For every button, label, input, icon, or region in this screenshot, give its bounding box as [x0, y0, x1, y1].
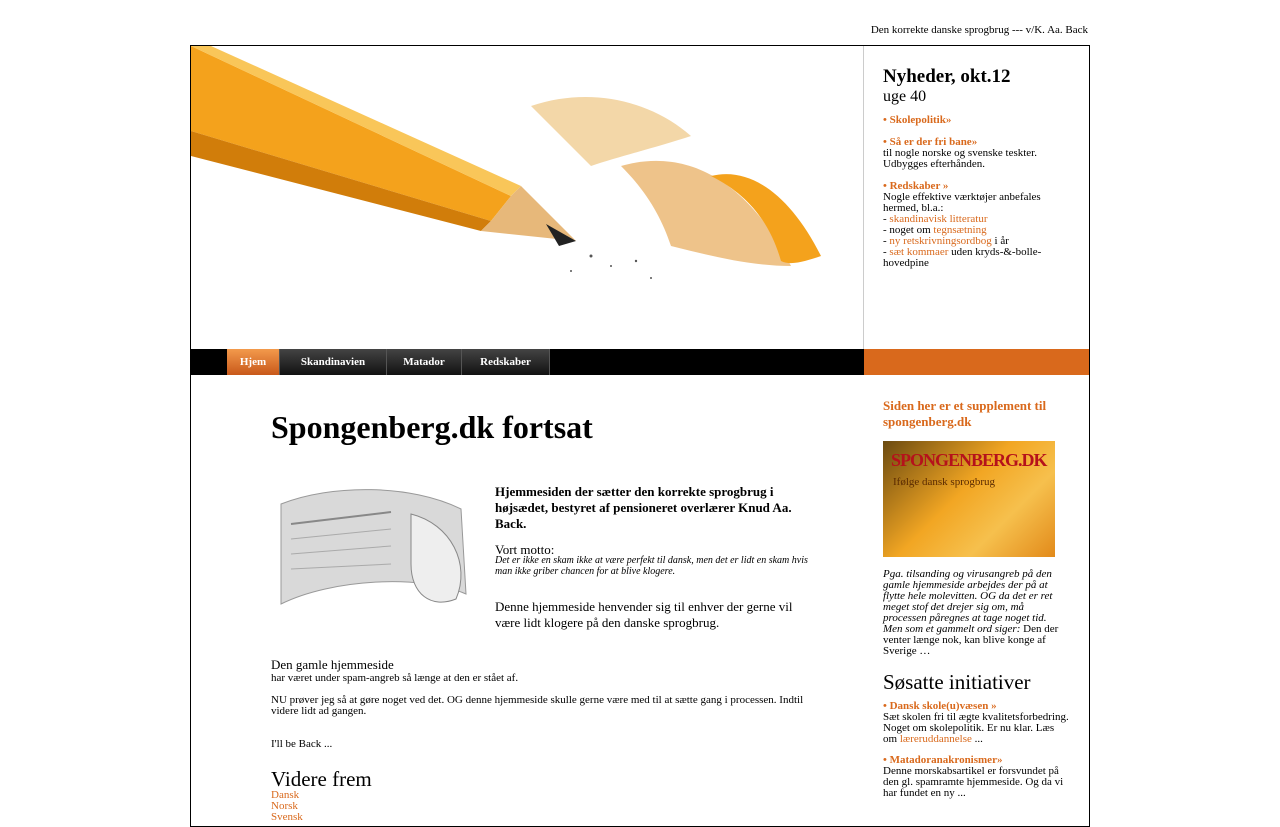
main-content — [271, 376, 811, 823]
old-site-text: har været under spam-angreb så længe at den er stået af. — [271, 672, 519, 684]
old-site-title: Den gamle hjemmeside — [271, 657, 394, 672]
news-text-redskaber: Nogle effektive værktøjer anbefales hermed, bl.a.: — [883, 191, 1041, 214]
link-norsk[interactable]: Norsk — [271, 800, 298, 812]
news-title: Nyheder, okt.12 — [883, 66, 1011, 87]
newspaper-image — [271, 484, 471, 614]
motto-label: Vort motto: — [495, 542, 555, 557]
nav-bar — [191, 349, 864, 375]
now-text: NU prøver jeg så at gøre noget ved det. OG denne hjemmeside skulle gerne være med til at sætte gang i processen. Indtil videre lidt ad gangen. — [271, 694, 804, 717]
sidebar — [883, 398, 1069, 799]
initiative-text: Sæt skolen fri til ægte kvalitetsforbedring. Noget om skolepolitik. Er nu klar. Læs om læreruddannelse ... — [883, 711, 1069, 745]
spongenberg-logo-image[interactable] — [883, 441, 1055, 557]
logo-word: SPONGENBERG.DK — [891, 450, 1047, 470]
link-retskrivningsordbog[interactable]: ny retskrivningsordbog — [889, 235, 992, 247]
news-link-skolepolitik[interactable]: • Skolepolitik» — [883, 114, 952, 126]
link-laereruddannelse[interactable]: læreruddannelse — [899, 733, 972, 745]
hero-pencil-image — [191, 46, 864, 349]
motto-text: Det er ikke en skam ikke at være perfekt til dansk, men det er lidt en skam hvis man ikke griber chancen for at blive klogere. — [495, 555, 808, 577]
tool-line: - skandinavisk litteratur — [883, 213, 988, 225]
notice-quote: Men som et gammelt ord siger: Den der venter længe nok, kan blive konge af Sverige … — [883, 623, 1059, 657]
link-tegnsaetning[interactable]: tegnsætning — [933, 224, 987, 236]
tool-line: - ny retskrivningsordbog i år — [883, 235, 1009, 247]
link-dansk-skolevaesen[interactable]: • Dansk skole(u)væsen » — [883, 700, 997, 712]
link-saet-kommaer[interactable]: sæt kommaer — [889, 246, 949, 258]
link-matadoranakronismer[interactable]: • Matadoranakronismer» — [883, 754, 1003, 766]
nav-bar-accent — [864, 349, 1089, 375]
videre-title: Videre frem — [271, 767, 372, 791]
back-text: I'll be Back ... — [271, 738, 333, 750]
tab-skandinavien[interactable]: Skandinavien — [280, 349, 387, 375]
news-link-redskaber[interactable]: • Redskaber » — [883, 180, 949, 192]
initiative-text: Denne morskabsartikel er forsvundet på den gl. spamramte hjemmeside. Og da vi har fundet en ny ... — [883, 765, 1064, 799]
site-tagline: Den korrekte danske sprogbrug --- v/K. Aa. Back — [870, 24, 1088, 36]
notice-text: Pga. tilsanding og virusangreb på den gamle hjemmeside arbejdes der på at flytte hele molevitten. OG da det er ret meget stof det drejer sig om, må processen påregnes at tage noget tid. — [883, 568, 1053, 624]
news-week: uge 40 — [883, 88, 927, 105]
supplement-link[interactable]: Siden her er et supplement til spongenberg.dk — [883, 398, 1047, 429]
link-dansk[interactable]: Dansk — [271, 789, 300, 801]
news-panel — [864, 46, 1089, 349]
tool-line: - sæt kommaer uden kryds-&-bolle-hovedpine — [883, 246, 1042, 269]
news-text-fri-bane: til nogle norske og svenske teskter. Udbygges efterhånden. — [883, 147, 1037, 170]
news-link-fri-bane[interactable]: • Så er der fri bane» — [883, 136, 978, 148]
link-svensk[interactable]: Svensk — [271, 811, 303, 823]
intro-lead: Hjemmesiden der sætter den korrekte sprogbrug i højsædet, bestyret af pensioneret overlærer Knud Aa. Back. — [495, 484, 792, 531]
tool-line: - noget om tegnsætning — [883, 224, 987, 236]
logo-subtitle: Ifølge dansk sprogbrug — [893, 476, 996, 488]
link-skandinavisk-litteratur[interactable]: skandinavisk litteratur — [889, 213, 988, 225]
audience-text: Denne hjemmeside henvender sig til enhver der gerne vil være lidt klogere på den danske sprogbrug. — [495, 599, 793, 630]
tab-hjem[interactable]: Hjem — [227, 349, 280, 375]
tab-matador[interactable]: Matador — [387, 349, 462, 375]
page-title: Spongenberg.dk fortsat — [271, 409, 593, 445]
tab-redskaber[interactable]: Redskaber — [462, 349, 550, 375]
initiatives-title: Søsatte initiativer — [883, 670, 1031, 694]
